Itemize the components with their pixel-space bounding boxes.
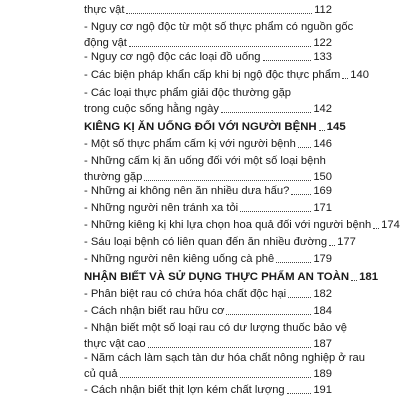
toc-page-number: 187 bbox=[313, 338, 332, 350]
toc-entry-line bbox=[84, 155, 400, 168]
toc-entry-line bbox=[78, 121, 346, 134]
toc-entry-title: - Nhận biết một số loại rau có dư lượng thuốc bảo vệ bbox=[84, 322, 347, 334]
dot-leader bbox=[129, 46, 311, 47]
dot-leader bbox=[288, 297, 311, 298]
toc-page-number: 182 bbox=[313, 288, 332, 300]
toc-entry-title: động vật bbox=[84, 37, 127, 49]
toc-page-number: 133 bbox=[313, 51, 332, 63]
dot-leader bbox=[148, 347, 312, 348]
toc-entry-title: củ quả bbox=[84, 368, 118, 380]
dot-leader bbox=[126, 13, 312, 14]
toc-page-number: 177 bbox=[337, 236, 356, 248]
dot-leader bbox=[276, 262, 311, 263]
toc-entry-title: - Những ai không nên ăn nhiều dưa hấu? bbox=[84, 185, 290, 197]
toc-entry-line bbox=[84, 384, 332, 397]
dot-leader bbox=[291, 194, 311, 195]
toc-entry-line bbox=[84, 138, 332, 151]
dot-leader bbox=[221, 112, 311, 113]
toc-entry-title: - Năm cách làm sạch tàn dư hóa chất nông nghiệp ở rau bbox=[84, 352, 365, 364]
toc-entry-line bbox=[84, 37, 332, 50]
dot-leader bbox=[298, 147, 311, 148]
toc-page-number: 179 bbox=[313, 253, 332, 265]
toc-entry-line bbox=[84, 185, 332, 198]
toc-page-number: 169 bbox=[313, 185, 332, 197]
dot-leader bbox=[240, 211, 311, 212]
toc-page-number: 181 bbox=[359, 271, 379, 283]
toc-page-number: 140 bbox=[350, 69, 369, 81]
toc-page-number: 145 bbox=[326, 121, 346, 133]
toc-page-number: 171 bbox=[313, 202, 332, 214]
toc-entry-title: - Những kiêng kị khi lựa chọn hoa quả đối với người bệnh bbox=[84, 219, 372, 231]
toc-entry-line bbox=[84, 87, 400, 100]
toc-entry-title: - Phân biệt rau có chứa hóa chất độc hại bbox=[84, 288, 287, 300]
dot-leader bbox=[373, 228, 379, 229]
dot-leader bbox=[342, 78, 348, 79]
toc-entry-title: thực vật cao bbox=[84, 338, 146, 350]
dot-leader bbox=[319, 130, 325, 131]
toc-entry-line bbox=[84, 51, 332, 64]
toc-entry-line bbox=[84, 288, 332, 301]
toc-entry-title: - Nguy cơ ngộ độc từ một số thực phẩm có nguồn gốc bbox=[84, 21, 354, 33]
toc-page-number: 146 bbox=[313, 138, 332, 150]
toc-entry-title: thực vật bbox=[84, 4, 125, 16]
dot-leader bbox=[144, 180, 311, 181]
toc-entry-title: - Sáu loại bệnh có liên quan đến ăn nhiều đường bbox=[84, 236, 328, 248]
toc-entry-title: - Nguy cơ ngộ độc các loại đồ uống bbox=[84, 51, 261, 63]
toc-entry-title: NHẬN BIẾT VÀ SỬ DỤNG THỰC PHẨM AN TOÀN bbox=[84, 271, 350, 283]
dot-leader bbox=[120, 377, 312, 378]
toc-entry-line bbox=[84, 103, 332, 116]
toc-entry-title: thường gặp bbox=[84, 171, 143, 183]
toc-entry-title: - Những cấm kị ăn uống đối với một số loại bệnh bbox=[84, 155, 326, 167]
toc-entry-title: - Các biện pháp khẩn cấp khi bị ngộ độc thực phẩm bbox=[84, 69, 341, 81]
toc-entry-line bbox=[84, 368, 332, 381]
toc-entry-line bbox=[84, 202, 332, 215]
toc-entry-line bbox=[84, 69, 369, 82]
dot-leader bbox=[226, 314, 311, 315]
toc-page-number: 191 bbox=[313, 384, 332, 396]
toc-entry-title: - Những người nên kiêng uống cà phê bbox=[84, 253, 275, 265]
toc-entry-line bbox=[78, 271, 379, 284]
dot-leader bbox=[287, 393, 312, 394]
toc-page-number: 189 bbox=[313, 368, 332, 380]
toc-entry-line bbox=[84, 219, 400, 232]
toc-entry-title: - Những người nên tránh xa tỏi bbox=[84, 202, 239, 214]
toc-entry-line bbox=[84, 338, 332, 351]
toc-entry-line bbox=[84, 4, 332, 17]
toc-page-number: 142 bbox=[313, 103, 332, 115]
toc-entry-title: - Các loại thực phẩm giải độc thường gặp bbox=[84, 87, 292, 99]
toc-entry-title: trong cuộc sống hằng ngày bbox=[84, 103, 219, 115]
toc-entry-title: KIÊNG KỊ ĂN UỐNG ĐỐI VỚI NGƯỜI BỆNH bbox=[84, 121, 317, 133]
toc-entry-line bbox=[84, 352, 400, 365]
dot-leader bbox=[263, 60, 312, 61]
toc-entry-title: - Cách nhận biết thịt lợn kém chất lượng bbox=[84, 384, 285, 396]
toc-entry-line bbox=[84, 236, 356, 249]
toc-entry-line bbox=[84, 305, 332, 318]
toc-page-number: 122 bbox=[313, 37, 332, 49]
toc-entry-title: - Cách nhận biết rau hữu cơ bbox=[84, 305, 225, 317]
toc-page-number: 184 bbox=[313, 305, 332, 317]
toc-entry-line bbox=[84, 322, 400, 335]
dot-leader bbox=[351, 280, 357, 281]
toc-entry-line bbox=[84, 21, 400, 34]
toc-page-number: 174 bbox=[381, 219, 400, 231]
toc-entry-line bbox=[84, 253, 332, 266]
toc-page-number: 150 bbox=[313, 171, 332, 183]
toc-page-number: 112 bbox=[314, 4, 332, 16]
dot-leader bbox=[329, 245, 335, 246]
toc-entry-title: - Một số thực phẩm cấm kị với người bệnh bbox=[84, 138, 296, 150]
toc-entry-line bbox=[84, 171, 332, 184]
